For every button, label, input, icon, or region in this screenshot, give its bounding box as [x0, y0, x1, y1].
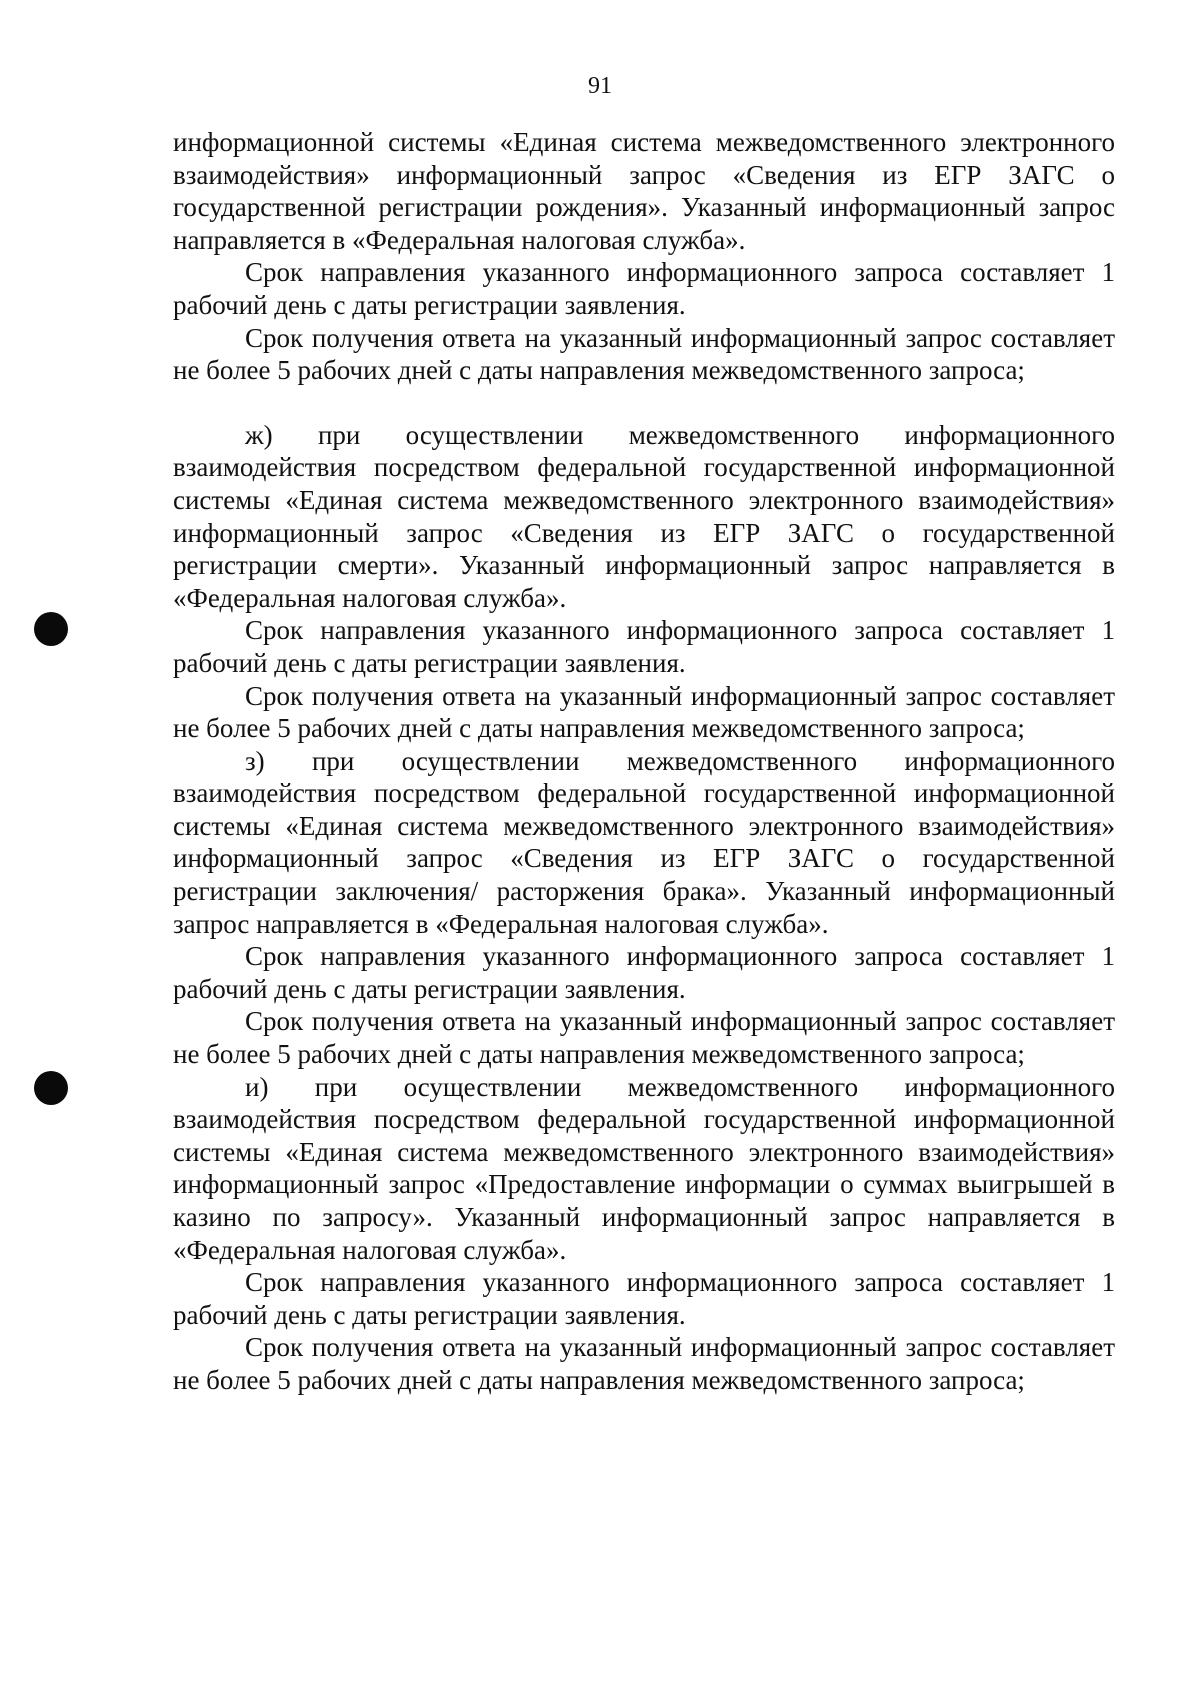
paragraph-continuation-birth-request: информационной системы «Единая система межведомственного электронного взаимодействия» информационный запрос «Сведения из ЕГР ЗАГС о государственной регистрации рождения». Указанный информационный запрос направляется в «Федеральная налоговая служба».	[173, 127, 1115, 255]
paragraph-response-deadline: Срок получения ответа на указанный информационный запрос составляет не более 5 рабочих дней с даты направления межведомственного запроса;	[173, 1006, 1115, 1070]
document-body	[173, 126, 1115, 1397]
paragraph-send-deadline: Срок направления указанного информационного запроса составляет 1 рабочий день с даты регистрации заявления.	[173, 941, 1115, 1004]
punch-hole-mark	[34, 612, 68, 646]
paragraph-response-deadline: Срок получения ответа на указанный информационный запрос составляет не более 5 рабочих дней с даты направления межведомственного запроса;	[173, 322, 1115, 386]
paragraph-item-i-casino-request: и) при осуществлении межведомственного информационного взаимодействия посредством федеральной государственной информационной системы «Единая система межведомственного электронного взаимодействия» информационный запрос «Предоставление информации о суммах выигрышей в казино по запросу». Указанный информационный запрос направляется в «Федеральная налоговая служба».	[173, 1071, 1115, 1265]
paragraph-item-zh-death-request: ж) при осуществлении межведомственного информационного взаимодействия посредством федеральной государственной информационной системы «Единая система межведомственного электронного взаимодействия» информационный запрос «Сведения из ЕГР ЗАГС о государственной регистрации смерти». Указанный информационный запрос направляется в «Федеральная налоговая служба».	[173, 419, 1115, 613]
paragraph-send-deadline: Срок направления указанного информационного запроса составляет 1 рабочий день с даты регистрации заявления.	[173, 257, 1115, 320]
paragraph-item-z-marriage-request: з) при осуществлении межведомственного информационного взаимодействия посредством федеральной государственной информационной системы «Единая система межведомственного электронного взаимодействия» информационный запрос «Сведения из ЕГР ЗАГС о государственной регистрации заключения/ расторжения брака». Указанный информационный запрос направляется в «Федеральная налоговая служба».	[173, 745, 1115, 939]
page-number: 91	[588, 73, 612, 99]
paragraph-send-deadline: Срок направления указанного информационного запроса составляет 1 рабочий день с даты регистрации заявления.	[173, 615, 1115, 678]
paragraph-send-deadline: Срок направления указанного информационного запроса составляет 1 рабочий день с даты регистрации заявления.	[173, 1267, 1115, 1330]
punch-hole-mark	[34, 1071, 68, 1105]
paragraph-response-deadline: Срок получения ответа на указанный информационный запрос составляет не более 5 рабочих дней с даты направления межведомственного запроса;	[173, 1332, 1115, 1395]
paragraph-response-deadline: Срок получения ответа на указанный информационный запрос составляет не более 5 рабочих дней с даты направления межведомственного запроса;	[173, 680, 1115, 744]
